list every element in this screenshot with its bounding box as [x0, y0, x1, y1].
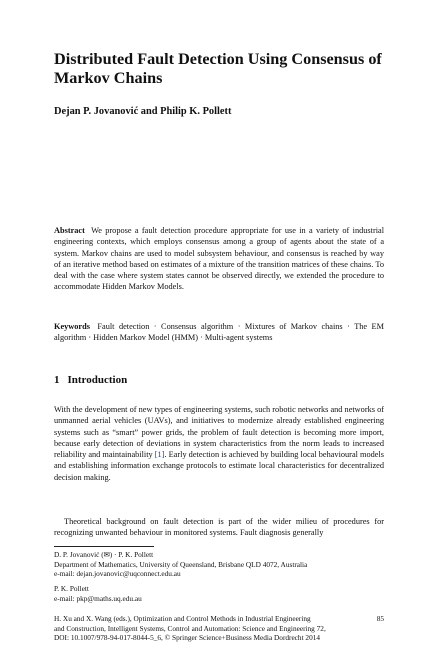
footnote-name: P. K. Pollett — [54, 584, 89, 593]
section-number: 1 — [54, 374, 60, 386]
abstract-label: Abstract — [54, 226, 85, 235]
footnote-divider — [54, 546, 154, 547]
footer-line-3: DOI: 10.1007/978-94-017-8044-5_6, © Springer Science+Business Media Dordrecht 2014 — [54, 633, 321, 643]
footer-line-1: H. Xu and X. Wang (eds.), Optimization and Control Methods in Industrial Engineering — [54, 614, 311, 623]
section-title: Introduction — [67, 374, 128, 386]
page-number: 85 — [376, 614, 384, 623]
footnote-email[interactable]: e-mail: dejan.jovanovic@uqconnect.edu.au — [54, 569, 181, 579]
intro-paragraph-1 — [54, 404, 384, 483]
keywords-text: Fault detection · Consensus algorithm · Mixtures of Markov chains · The EM algorithm · Hidden Markov Model (HMM) · Multi-agent systems — [54, 322, 384, 343]
abstract-text: We propose a fault detection procedure appropriate for use in a variety of industrial engineering contexts, which employs consensus among a group of agents about the state of a system. Markov chains are used to model subsystem behaviour, and consensus is reached by way of an iterative method based on estimates of a mixture of the transition matrices of these chains. To deal with the case where system states cannot be observed directly, we extended the procedure to accommodate Hidden Markov Models. — [54, 226, 384, 292]
intro-text-a: With the development of new types of engineering systems, such robotic networks and networks of unmanned aerial vehicles (UAVs), and initiatives to modernize already established engineering systems such as “smart” power grids, the problem of fault detection is becoming more import, because early detection of deviations in system characteristics from the norm leads to increased reliability and maintainability — [54, 405, 384, 459]
abstract — [54, 225, 384, 293]
author-list: Dejan P. Jovanović and Philip K. Pollett — [54, 106, 232, 117]
footer-line-2: and Construction, Intelligent Systems, Control and Automation: Science and Engineering 72, — [54, 623, 326, 633]
footnote-department: Department of Mathematics, University of Queensland, Brisbane QLD 4072, Australia — [54, 559, 308, 569]
citation-footer — [54, 614, 384, 643]
footnote-author-2 — [54, 584, 142, 603]
section-heading — [54, 374, 127, 386]
footnote-author-1 — [54, 550, 307, 579]
intro-paragraph-2: Theoretical background on fault detection is part of the wider milieu of procedures for recognizing unwanted behaviour in monitored systems. Fault diagnosis generally — [54, 517, 384, 538]
keywords — [54, 321, 384, 344]
footnote-names: D. P. Jovanović (✉) · P. K. Pollett — [54, 550, 154, 559]
paper-title: Distributed Fault Detection Using Consensus of Markov Chains — [54, 50, 382, 87]
intro-text-b: . Early detection is achieved by building local behavioural models and establishing information exchange protocols to estimate local characteristics for decentralized decision making. — [54, 450, 384, 482]
keywords-label: Keywords — [54, 322, 90, 331]
footnote-email-2[interactable]: e-mail: pkp@maths.uq.edu.au — [54, 593, 142, 603]
citation-link[interactable]: [1] — [154, 450, 165, 459]
